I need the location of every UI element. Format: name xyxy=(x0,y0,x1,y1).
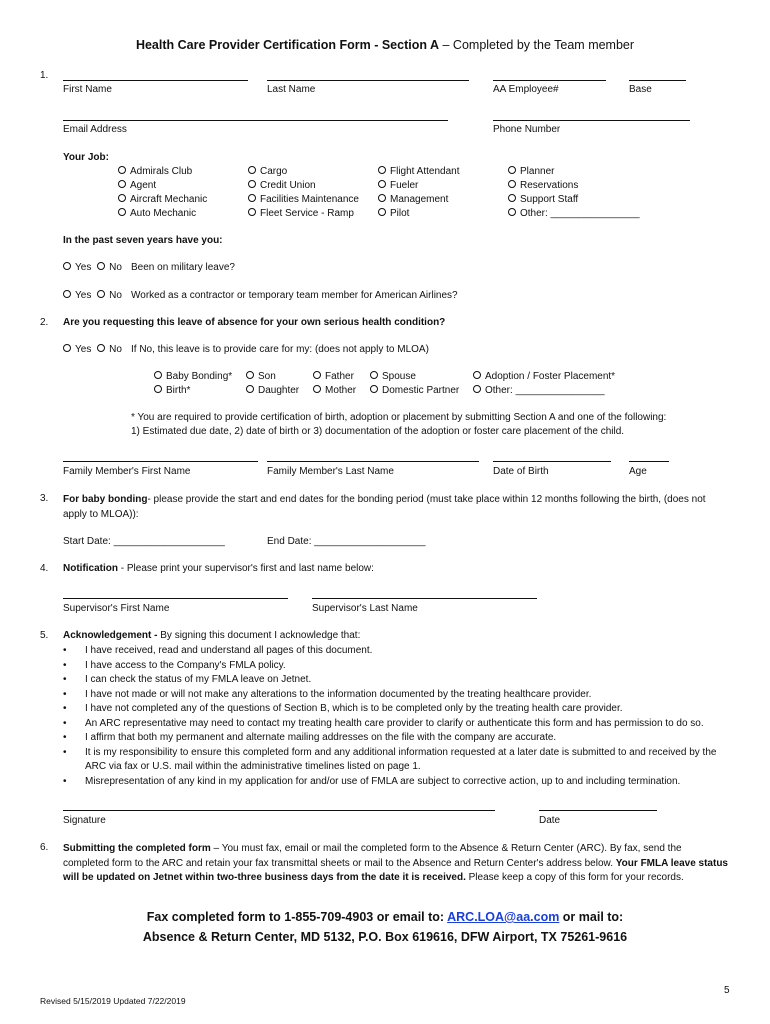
supervisor-last-name-field[interactable] xyxy=(312,598,537,599)
certification-note-1: * You are required to provide certification of birth, adoption or placement by submitting Section A and one of the following: xyxy=(131,412,667,423)
last-name-label: Last Name xyxy=(267,84,316,95)
care-column-5 xyxy=(473,370,615,398)
radio-icon[interactable] xyxy=(248,180,256,188)
radio-icon[interactable] xyxy=(118,194,126,202)
job-option[interactable]: Support Staff xyxy=(508,193,640,207)
email-label: Email Address xyxy=(63,124,127,135)
military-question: Been on military leave? xyxy=(131,262,235,273)
first-name-label: First Name xyxy=(63,84,112,95)
job-option[interactable]: Aircraft Mechanic xyxy=(118,193,207,207)
list-item: • Misrepresentation of any kind in my application for and/or use of FMLA are subject to corrective action, up to and including termination. xyxy=(63,775,728,790)
job-column-1 xyxy=(118,165,207,221)
care-option[interactable]: Daughter xyxy=(246,384,299,398)
radio-icon[interactable] xyxy=(508,180,516,188)
end-date-field[interactable]: End Date: ____________________ xyxy=(267,536,426,547)
acknowledgement-heading: Acknowledgement - By signing this document I acknowledge that: xyxy=(63,630,361,641)
own-health-question: Are you requesting this leave of absence for your own serious health condition? xyxy=(63,317,446,328)
section-4-number: 4. xyxy=(40,563,49,574)
email-field[interactable] xyxy=(63,120,448,121)
care-option[interactable]: Son xyxy=(246,370,299,384)
radio-icon[interactable] xyxy=(473,385,481,393)
supervisor-last-name-label: Supervisor's Last Name xyxy=(312,603,418,614)
care-option[interactable]: Birth* xyxy=(154,384,232,398)
radio-icon[interactable] xyxy=(154,371,162,379)
radio-icon[interactable] xyxy=(246,371,254,379)
start-date-field[interactable]: Start Date: ____________________ xyxy=(63,536,225,547)
radio-icon[interactable] xyxy=(63,344,71,352)
care-option[interactable]: Other: ________________ xyxy=(473,384,615,398)
phone-label: Phone Number xyxy=(493,124,561,135)
job-option[interactable]: Fleet Service - Ramp xyxy=(248,207,359,221)
job-option[interactable]: Agent xyxy=(118,179,207,193)
past-seven-years-heading: In the past seven years have you: xyxy=(63,235,223,246)
age-label: Age xyxy=(629,466,647,477)
care-column-2 xyxy=(246,370,299,398)
baby-bonding-text: For baby bonding- please provide the start and end dates for the bonding period (must take place within 12 months following the birth, (does not apply to MLOA)): xyxy=(63,494,706,520)
job-column-3 xyxy=(378,165,460,221)
employee-number-label: AA Employee# xyxy=(493,84,559,95)
radio-icon[interactable] xyxy=(97,262,105,270)
radio-icon[interactable] xyxy=(378,180,386,188)
contractor-question-row xyxy=(63,289,122,303)
base-label: Base xyxy=(629,84,652,95)
list-item: • An ARC representative may need to contact my treating health care provider to clarify or authenticate this form and has permission to do so. xyxy=(63,717,728,732)
age-field[interactable] xyxy=(629,461,669,462)
radio-icon[interactable] xyxy=(313,385,321,393)
supervisor-first-name-label: Supervisor's First Name xyxy=(63,603,170,614)
radio-icon[interactable] xyxy=(370,385,378,393)
care-option[interactable]: Father xyxy=(313,370,356,384)
job-option[interactable]: Fueler xyxy=(378,179,460,193)
section-6-number: 6. xyxy=(40,842,49,853)
family-last-name-label: Family Member's Last Name xyxy=(267,466,394,477)
radio-icon[interactable] xyxy=(473,371,481,379)
list-item: • I have not made or will not make any alterations to the information documented by the treating healthcare provider. xyxy=(63,688,728,703)
section-2-number: 2. xyxy=(40,317,49,328)
signature-date-label: Date xyxy=(539,815,561,826)
contractor-question: Worked as a contractor or temporary team member for American Airlines? xyxy=(131,290,458,301)
job-option[interactable]: Planner xyxy=(508,165,640,179)
job-option[interactable]: Pilot xyxy=(378,207,460,221)
radio-icon[interactable] xyxy=(63,290,71,298)
notification-text: Notification - Please print your supervisor's first and last name below: xyxy=(63,563,374,574)
yes-label[interactable]: Yes xyxy=(75,290,92,301)
care-option[interactable]: Spouse xyxy=(370,370,459,384)
your-job-label: Your Job: xyxy=(63,152,109,163)
section-1-number: 1. xyxy=(40,70,49,81)
yes-label[interactable]: Yes xyxy=(75,262,92,273)
care-option[interactable]: Baby Bonding* xyxy=(154,370,232,384)
no-label[interactable]: No xyxy=(109,344,122,355)
radio-icon[interactable] xyxy=(118,208,126,216)
care-column-4 xyxy=(370,370,459,398)
radio-icon[interactable] xyxy=(370,371,378,379)
radio-icon[interactable] xyxy=(508,166,516,174)
job-column-2 xyxy=(248,165,359,221)
submission-instructions: Submitting the completed form – You must fax, email or mail the completed form to the Absence & Return Center (ARC). By fax, send the completed form to the ARC and retain your fax transmittal sheets or mail to the Absence and Return Center's address below. Your FMLA leave status will be updated on Jetnet within two-three business days from the date it is received. Please keep a copy of this form for your records. xyxy=(63,843,728,883)
job-option[interactable]: Admirals Club xyxy=(118,165,207,179)
care-column-1 xyxy=(154,370,232,398)
job-option[interactable]: Cargo xyxy=(248,165,359,179)
form-title: Health Care Provider Certification Form - Section A – Completed by the Team member xyxy=(135,38,635,52)
certification-note-2: 1) Estimated due date, 2) date of birth or 3) documentation of the adoption or foster care placement of the child. xyxy=(131,426,625,437)
radio-icon[interactable] xyxy=(508,194,516,202)
job-option[interactable]: Reservations xyxy=(508,179,640,193)
date-of-birth-field[interactable] xyxy=(493,461,611,462)
radio-icon[interactable] xyxy=(118,180,126,188)
yes-label[interactable]: Yes xyxy=(75,344,92,355)
care-option[interactable]: Adoption / Foster Placement* xyxy=(473,370,615,384)
radio-icon[interactable] xyxy=(97,344,105,352)
list-item: • I have not completed any of the questions of Section B, which is to be completed only by the treating health care provider. xyxy=(63,702,728,717)
signature-field[interactable] xyxy=(63,810,495,811)
phone-field[interactable] xyxy=(493,120,690,121)
radio-icon[interactable] xyxy=(248,208,256,216)
list-item: • I can check the status of my FMLA leave on Jetnet. xyxy=(63,673,728,688)
first-name-field[interactable] xyxy=(63,80,248,81)
section-5-number: 5. xyxy=(40,630,49,641)
radio-icon[interactable] xyxy=(154,385,162,393)
page-number: 5 xyxy=(724,985,730,996)
radio-icon[interactable] xyxy=(97,290,105,298)
list-item: • It is my responsibility to ensure this completed form and any additional information requested at a later date is submitted to and received by the ARC via fax or U.S. mail within the administrative timelines listed on page 1. xyxy=(63,746,728,775)
signature-date-field[interactable] xyxy=(539,810,657,811)
list-item: • I have access to the Company's FMLA policy. xyxy=(63,659,728,674)
care-column-3 xyxy=(313,370,356,398)
family-first-name-label: Family Member's First Name xyxy=(63,466,191,477)
radio-icon[interactable] xyxy=(378,208,386,216)
job-column-4 xyxy=(508,165,640,221)
family-first-name-field[interactable] xyxy=(63,461,258,462)
job-option[interactable]: Facilities Maintenance xyxy=(248,193,359,207)
own-health-answer-row xyxy=(63,343,122,357)
radio-icon[interactable] xyxy=(378,166,386,174)
fax-email-line: Fax completed form to 1-855-709-4903 or email to: ARC.LOA@aa.com or mail to: xyxy=(146,910,624,924)
arc-email-link[interactable]: ARC.LOA@aa.com xyxy=(447,910,560,924)
employee-number-field[interactable] xyxy=(493,80,606,81)
supervisor-first-name-field[interactable] xyxy=(63,598,288,599)
last-name-field[interactable] xyxy=(267,80,469,81)
radio-icon[interactable] xyxy=(118,166,126,174)
job-option[interactable]: Credit Union xyxy=(248,179,359,193)
list-item: • I have received, read and understand all pages of this document. xyxy=(63,644,728,659)
radio-icon[interactable] xyxy=(248,166,256,174)
if-no-text: If No, this leave is to provide care for my: (does not apply to MLOA) xyxy=(131,344,429,355)
job-option[interactable]: Other: ________________ xyxy=(508,207,640,221)
base-field[interactable] xyxy=(629,80,686,81)
military-question-row xyxy=(63,261,122,275)
job-option[interactable]: Flight Attendant xyxy=(378,165,460,179)
radio-icon[interactable] xyxy=(508,208,516,216)
job-option[interactable]: Auto Mechanic xyxy=(118,207,207,221)
section-3-number: 3. xyxy=(40,493,49,504)
job-option[interactable]: Management xyxy=(378,193,460,207)
no-label[interactable]: No xyxy=(109,290,122,301)
family-last-name-field[interactable] xyxy=(267,461,479,462)
radio-icon[interactable] xyxy=(246,385,254,393)
acknowledgement-list xyxy=(63,644,728,789)
radio-icon[interactable] xyxy=(378,194,386,202)
signature-label: Signature xyxy=(63,815,106,826)
date-of-birth-label: Date of Birth xyxy=(493,466,549,477)
radio-icon[interactable] xyxy=(63,262,71,270)
revision-note: Revised 5/15/2019 Updated 7/22/2019 xyxy=(40,996,186,1006)
no-label[interactable]: No xyxy=(109,262,122,273)
radio-icon[interactable] xyxy=(313,371,321,379)
radio-icon[interactable] xyxy=(248,194,256,202)
care-option[interactable]: Mother xyxy=(313,384,356,398)
list-item: • I affirm that both my permanent and alternate mailing addresses on the file with the company are accurate. xyxy=(63,731,728,746)
mail-address-line: Absence & Return Center, MD 5132, P.O. Box 619616, DFW Airport, TX 75261-9616 xyxy=(142,930,628,944)
care-option[interactable]: Domestic Partner xyxy=(370,384,459,398)
